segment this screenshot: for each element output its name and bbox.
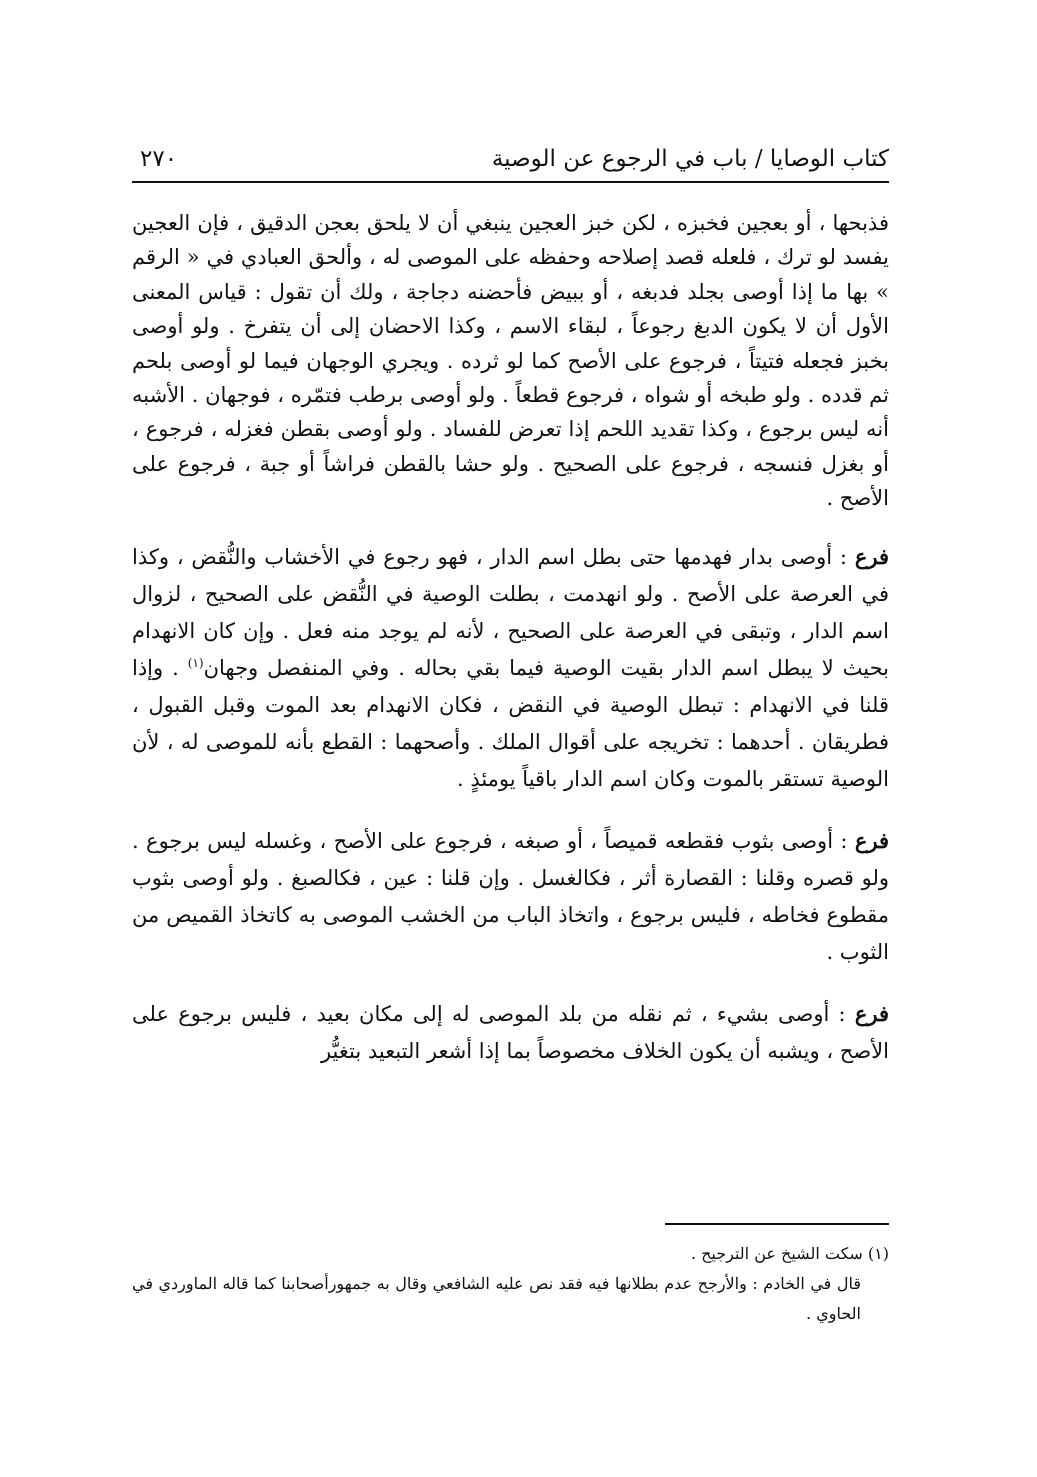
paragraph-2-text: : أوصى بدار فهدمها حتى بطل اسم الدار ، فهو رجوع في الأخشاب والنُّقض ، وكذا في العرصة على الأصح . ولو انهدمت ، بطلت الوصية في النُّقض على الصحيح ، لزوال اسم الدار ، وتبقى في العرصة على الصحيح ، لأنه لم يوجد منه فعل . وإن كان الانهدام بحيث لا يبطل اسم الدار بقيت الوصية فيما بقي بحاله . وفي المنفصل وجهان: [132, 544, 889, 680]
footnote-marker: (١): [867, 1244, 889, 1263]
paragraph-3: [132, 822, 889, 971]
paragraph-4: [132, 995, 889, 1070]
header-title: كتاب الوصايا / باب في الرجوع عن الوصية: [491, 146, 889, 172]
paragraph-3-text: : أوصى بثوب فقطعه قميصاً ، أو صبغه ، فرجوع على الأصح ، وغسله ليس برجوع . ولو قصره وقلنا : القصارة أثر ، فكالغسل . وإن قلنا : عين ، فكالصبغ . ولو أوصى بثوب مقطوع فخاطه ، فليس برجوع ، واتخاذ الباب من الخشب الموصى به كاتخاذ القميص من الثوب .: [132, 828, 889, 964]
page-number: ٢٧٠: [140, 146, 178, 172]
footnote-1-commentary: قال في الخادم : والأرجح عدم بطلانها فيه فقد نص عليه الشافعي وقال به جمهورأصحابنا كما قاله الماوردي في الحاوي .: [132, 1274, 861, 1323]
paragraph-4-text: : أوصى بشيء ، ثم نقله من بلد الموصى له إلى مكان بعيد ، فليس برجوع على الأصح ، ويشبه أن يكون الخلاف مخصوصاً بما إذا أشعر التبعيد بتغيُّر: [132, 1001, 889, 1063]
footnote-1-line-1: [132, 1239, 889, 1269]
footnote-1-text: سكت الشيخ عن الترجيح .: [690, 1244, 863, 1263]
main-text: [132, 206, 889, 1070]
header-rule: [132, 181, 889, 183]
paragraph-2: [132, 538, 889, 798]
footnotes: [132, 1239, 889, 1329]
footnote-reference[interactable]: (١): [187, 655, 204, 670]
paragraph-3-lead: فرع: [854, 827, 889, 853]
paragraph-2-text-continued: . وإذا قلنا في الانهدام : تبطل الوصية في النقض ، فكان الانهدام بعد الموت وقبل القبول ، فطريقان . أحدهما : تخريجه على أقوال الملك . وأصحهما : القطع بأنه للموصى له ، لأن الوصية تستقر بالموت وكان اسم الدار باقياً يومئذٍ .: [132, 655, 889, 791]
footnote-1-line-2: [132, 1269, 889, 1329]
paragraph-1: [132, 206, 889, 516]
running-header: [132, 140, 889, 178]
paragraph-1-text: فذبحها ، أو بعجين فخبزه ، لكن خبز العجين ينبغي أن لا يلحق بعجن الدقيق ، فإن العجين يفسد لو ترك ، فلعله قصد إصلاحه وحفظه على الموصى له ، وألحق العبادي في « الرقم » بها ما إذا أوصى بجلد فدبغه ، أو ببيض فأحضنه دجاجة ، ولك أن تقول : قياس المعنى الأول أن لا يكون الدبغ رجوعاً ، لبقاء الاسم ، وكذا الاحضان إلى أن يتفرخ . ولو أوصى بخبز فجعله فتيتاً ، فرجوع على الأصح كما لو ثرده . ويجري الوجهان فيما لو أوصى بلحم ثم قدده . ولو طبخه أو شواه ، فرجوع قطعاً . ولو أوصى برطب فتمّره ، فوجهان . الأشبه أنه ليس برجوع ، وكذا تقديد اللحم إذا تعرض للفساد . ولو أوصى بقطن فغزله ، فرجوع ، أو بغزل فنسجه ، فرجوع على الصحيح . ولو حشا بالقطن فراشاً أو جبة ، فرجوع على الأصح .: [132, 211, 889, 511]
paragraph-4-lead: فرع: [854, 1000, 889, 1026]
paragraph-2-lead: فرع: [854, 543, 889, 569]
footnote-separator: [665, 1223, 889, 1225]
